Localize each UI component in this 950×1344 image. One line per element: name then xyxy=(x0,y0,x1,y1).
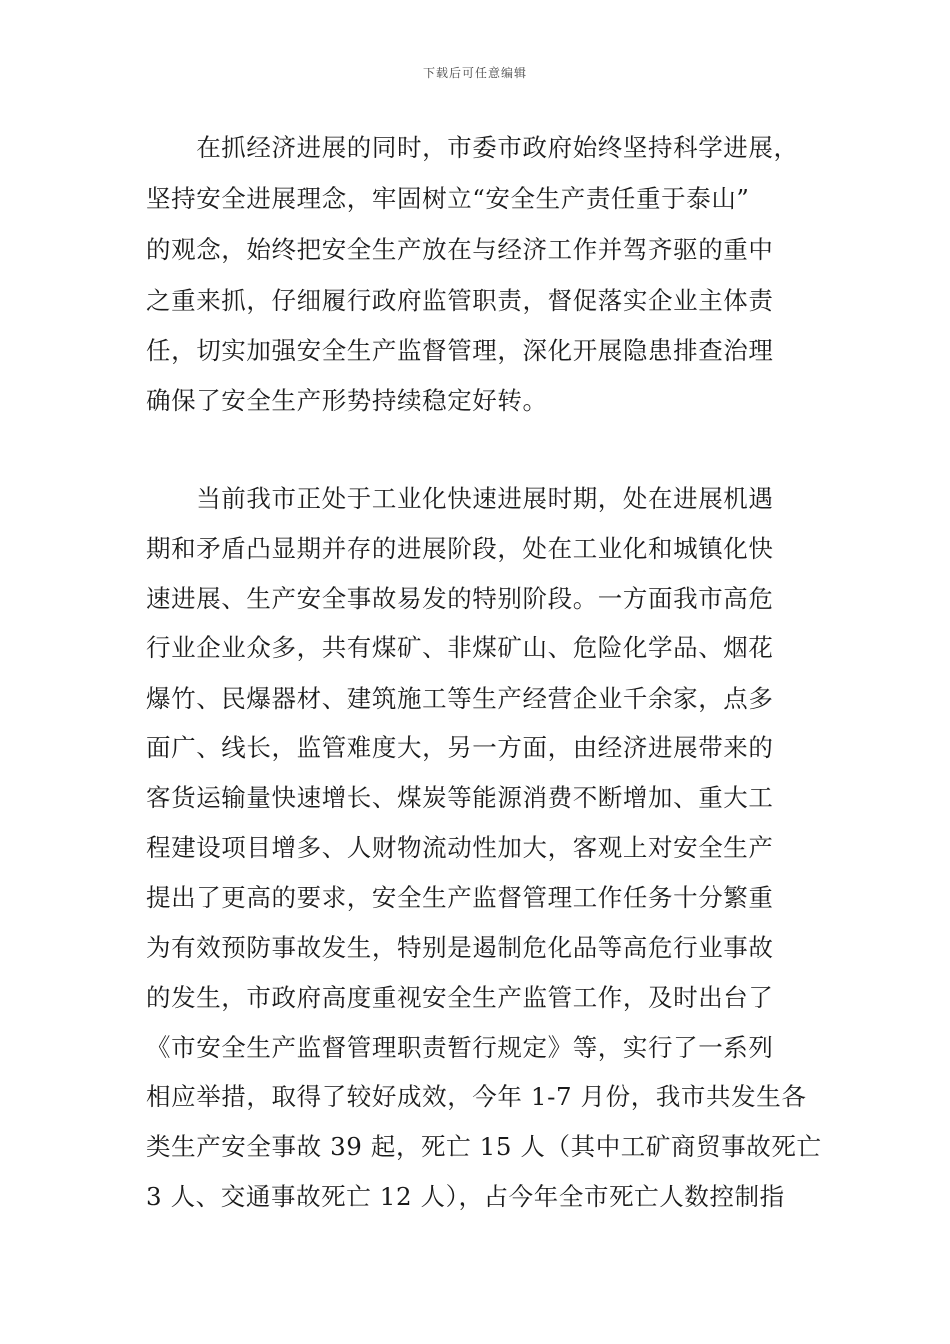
paragraph-line: 提出了更高的要求，安全生产监督管理工作任务十分繁重 xyxy=(146,883,774,912)
paragraph-line: 行业企业众多，共有煤矿、非煤矿山、危险化学品、烟花 xyxy=(146,633,774,662)
paragraph-line: 的发生，市政府高度重视安全生产监管工作，及时出台了 xyxy=(146,983,774,1012)
paragraph-line: 在抓经济进展的同时，市委市政府始终坚持科学进展， xyxy=(146,133,799,162)
paragraph-line: 坚持安全进展理念，牢固树立“安全生产责任重于泰山” xyxy=(146,184,750,213)
page-header: 下载后可任意编辑 xyxy=(422,66,527,80)
paragraph-line: 爆竹、民爆器材、建筑施工等生产经营企业千余家，点多 xyxy=(146,684,774,713)
paragraph-line: 期和矛盾凸显期并存的进展阶段，处在工业化和城镇化快 xyxy=(146,534,774,563)
paragraph-line: 确保了安全生产形势持续稳定好转。 xyxy=(146,386,548,415)
paragraph-line: 速进展、生产安全事故易发的特别阶段。一方面我市高危 xyxy=(146,584,774,613)
paragraph-line: 客货运输量快速增长、煤炭等能源消费不断增加、重大工 xyxy=(146,783,774,812)
paragraph-line: 任，切实加强安全生产监督管理，深化开展隐患排查治理 xyxy=(146,336,774,365)
paragraph-line: 程建设项目增多、人财物流动性加大，客观上对安全生产 xyxy=(146,833,774,862)
paragraph-line: 之重来抓，仔细履行政府监管职责，督促落实企业主体责 xyxy=(146,286,774,315)
paragraph-line: 3 人、交通事故死亡 12 人），占今年全市死亡人数控制指 xyxy=(146,1182,785,1211)
paragraph-line: 面广、线长，监管难度大，另一方面，由经济进展带来的 xyxy=(146,733,774,762)
paragraph-line: 类生产安全事故 39 起，死亡 15 人（其中工矿商贸事故死亡 xyxy=(146,1132,822,1161)
paragraph-line: 《市安全生产监督管理职责暂行规定》等，实行了一系列 xyxy=(146,1033,774,1062)
paragraph-line: 当前我市正处于工业化快速进展时期，处在进展机遇 xyxy=(146,484,774,513)
paragraph-line: 的观念，始终把安全生产放在与经济工作并驾齐驱的重中 xyxy=(146,235,774,264)
paragraph-line: 相应举措，取得了较好成效，今年 1-7 月份，我市共发生各 xyxy=(146,1082,807,1111)
paragraph-line: 为有效预防事故发生，特别是遏制危化品等高危行业事故 xyxy=(146,933,774,962)
